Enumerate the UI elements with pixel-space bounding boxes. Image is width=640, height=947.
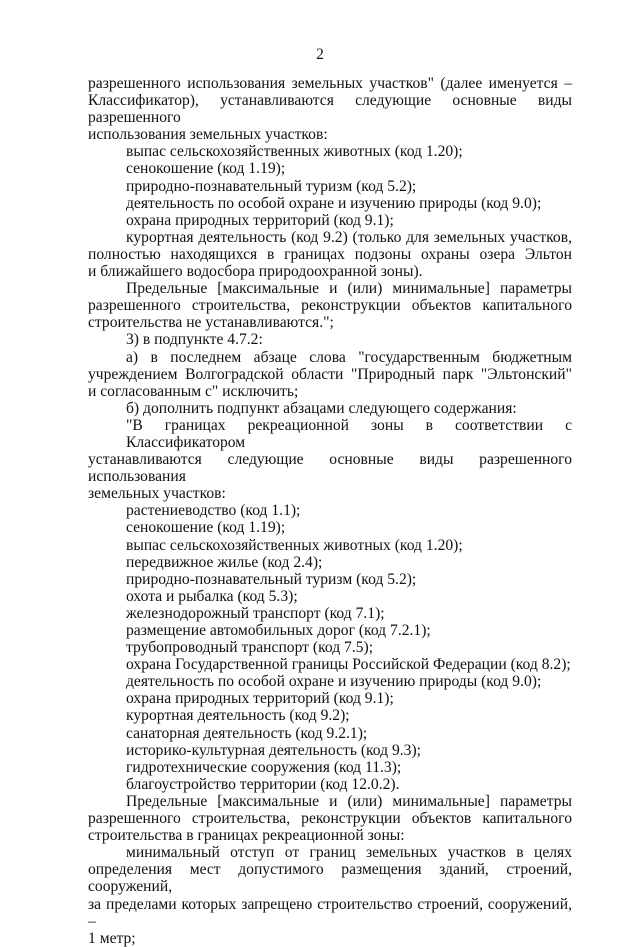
text-line: природно-познавательный туризм (код 5.2); [126, 177, 417, 195]
text-line: строительства в границах рекреационной зоны: [88, 827, 405, 845]
text-line: строительства не устанавливаются."; [88, 314, 334, 332]
text-line: трубопроводный транспорт (код 7.5); [126, 639, 374, 657]
text-line: устанавливаются следующие основные виды разрешенного использования [88, 451, 572, 486]
text-line: за пределами которых запрещено строительство строений, сооружений, – [88, 895, 572, 930]
text-line: 1 метр; [88, 929, 136, 947]
text-line: Классификатор), устанавливаются следующие основные виды разрешенного [88, 92, 572, 127]
text-line: передвижное жилье (код 2.4); [126, 553, 323, 571]
text-line: разрешенного строительства, реконструкции объектов капитального [88, 297, 572, 315]
text-line: санаторная деятельность (код 9.2.1); [126, 724, 368, 742]
text-line: б) дополнить подпункт абзацами следующего содержания: [126, 399, 517, 417]
text-line: использования земельных участков: [88, 126, 328, 144]
text-line: минимальный отступ от границ земельных участков в целях [126, 844, 572, 862]
text-line: разрешенного использования земельных участков" (далее именуется – [88, 75, 572, 92]
page-number: 2 [316, 46, 324, 63]
text-line: курортная деятельность (код 9.2) (только для земельных участков, [126, 228, 572, 246]
text-line: земельных участков: [88, 485, 226, 503]
text-line: деятельность по особой охране и изучению природы (код 9.0); [126, 673, 542, 691]
text-line: охрана природных территорий (код 9.1); [126, 211, 394, 229]
text-line: а) в последнем абзаце слова "государственным бюджетным [126, 348, 572, 366]
text-line: гидротехнические сооружения (код 11.3); [126, 758, 402, 776]
text-line: определения мест допустимого размещения зданий, строений, сооружений, [88, 861, 572, 896]
text-line: сенокошение (код 1.19); [126, 160, 286, 178]
text-line: охрана природных территорий (код 9.1); [126, 690, 394, 708]
text-line: "В границах рекреационной зоны в соответствии с Классификатором [126, 416, 572, 451]
text-line: природно-познавательный туризм (код 5.2); [126, 570, 417, 588]
text-line: выпас сельскохозяйственных животных (код 1.20); [126, 143, 463, 161]
text-line: полностью находящихся в границах подзоны охраны озера Эльтон [88, 245, 572, 263]
text-line: сенокошение (код 1.19); [126, 519, 286, 537]
text-line: охрана Государственной границы Российской Федерации (код 8.2); [126, 656, 571, 674]
text-line: учреждением Волгоградской области "Природный парк "Эльтонский" [88, 365, 572, 383]
text-line: разрешенного строительства, реконструкции объектов капитального [88, 810, 572, 828]
text-line: курортная деятельность (код 9.2); [126, 707, 350, 725]
text-line: и ближайшего водосбора природоохранной зоны). [88, 263, 423, 281]
text-line: растениеводство (код 1.1); [126, 502, 301, 520]
text-line: выпас сельскохозяйственных животных (код 1.20); [126, 536, 463, 554]
text-line: историко-культурная деятельность (код 9.3); [126, 741, 422, 759]
text-line: размещение автомобильных дорог (код 7.2.1); [126, 622, 431, 639]
text-line: железнодорожный транспорт (код 7.1); [126, 604, 385, 622]
text-line: и согласованным с" исключить; [88, 382, 299, 400]
text-line: благоустройство территории (код 12.0.2). [126, 775, 400, 793]
text-line: Предельные [максимальные и (или) минимальные] параметры [126, 280, 572, 298]
text-line: 3) в подпункте 4.7.2: [126, 331, 263, 349]
text-line: деятельность по особой охране и изучению природы (код 9.0); [126, 194, 542, 212]
text-line: охота и рыбалка (код 5.3); [126, 587, 298, 605]
document-body [88, 75, 572, 947]
text-line: Предельные [максимальные и (или) минимальные] параметры [126, 792, 572, 810]
